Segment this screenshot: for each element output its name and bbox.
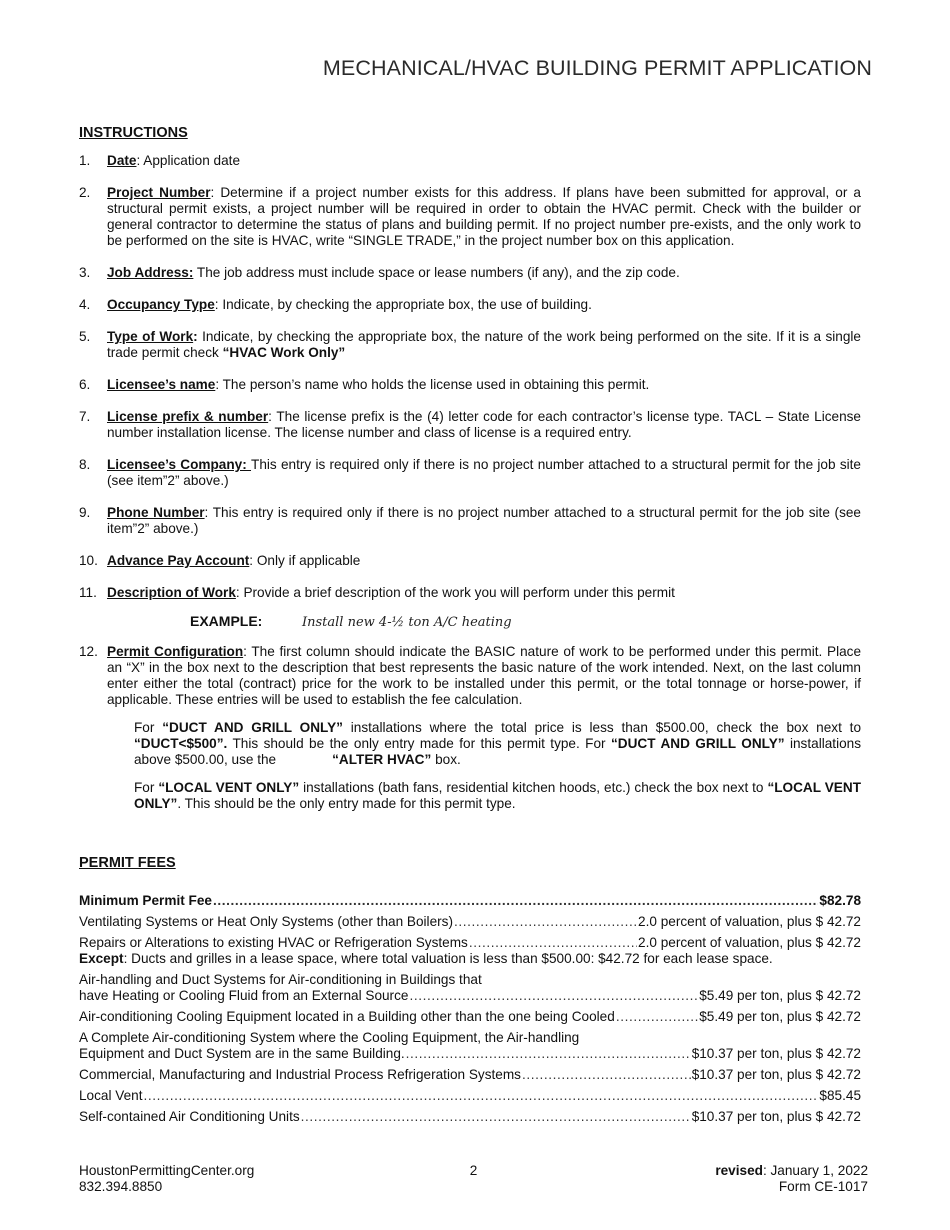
fee-row-air-handling: Air-handling and Duct Systems for Air-conditioning in Buildings that have Heating or Cooling Fluid from an External Source ..... $5.49 per ton, plus $ 42.72 — [79, 972, 861, 1004]
instruction-item-description-of-work: 11. Description of Work: Provide a brief description of the work you will perform under this permit — [79, 585, 675, 600]
example-handwriting: Install new 4-½ ton A/C heating — [302, 615, 512, 630]
instruction-item-phone-number: 9. Phone Number: This entry is required only if there is no project number attached to a structural permit for the job site (see item”2” above.) — [79, 505, 861, 536]
fee-row-cooling-equipment: Air-conditioning Cooling Equipment located in a Building other than the one being Cooled ..... $5.49 per ton, plus $ 42.72 — [79, 1009, 861, 1025]
fee-row-refrigeration: Commercial, Manufacturing and Industrial Process Refrigeration Systems ..... $10.37 per ton, plus $ 42.72 — [79, 1067, 861, 1083]
fee-row-ventilating: Ventilating Systems or Heat Only Systems (other than Boilers) ..... 2.0 percent of valuation, plus $ 42.72 — [79, 914, 861, 930]
fee-row-local-vent: Local Vent ..... $85.45 — [79, 1088, 861, 1104]
fee-row-repairs: Repairs or Alterations to existing HVAC or Refrigeration Systems ..... 2.0 percent of valuation, plus $ 42.72 Except: Ducts and grilles in a lease space, where total valuation is less than $500.00: $42.72 for each lease space. — [79, 935, 861, 967]
instruction-item-job-address: 3. Job Address: The job address must include space or lease numbers (if any), and the zip code. — [79, 265, 680, 280]
page-number: 2 — [469, 1163, 478, 1178]
instruction-item-project-number: 2. Project Number: Determine if a project number exists for this address. If plans have been submitted for approval, or a structural permit exists, a project number will be required in order to obtain the HVAC permit. Check with the builder or general contractor to determine the status of plans and building permit. If no project number pre-exists, and the only work to be performed on the site is HVAC, write “SINGLE TRADE,” in the project number box on this application. — [79, 185, 861, 248]
instructions-list — [79, 153, 861, 824]
instruction-item-type-of-work: 5. Type of Work: Indicate, by checking the appropriate box, the nature of the work being performed on the site. If it is a single trade permit check “HVAC Work Only” — [79, 329, 861, 360]
fee-row-minimum: Minimum Permit Fee ..... $82.78 — [79, 893, 861, 909]
page-title: MECHANICAL/HVAC BUILDING PERMIT APPLICATION — [322, 56, 872, 80]
footer-website: HoustonPermittingCenter.org — [79, 1163, 255, 1178]
example-label: EXAMPLE: — [190, 613, 263, 629]
instruction-item-licensee-company: 8. Licensee’s Company: This entry is required only if there is no project number attached to a structural permit for the job site (see item”2” above.) — [79, 457, 861, 488]
form-id: Form CE-1017 — [778, 1179, 868, 1194]
permit-fees-list — [79, 893, 861, 1130]
instruction-item-advance-pay: 10. Advance Pay Account: Only if applicable — [79, 553, 361, 568]
fee-row-self-contained: Self-contained Air Conditioning Units ..... $10.37 per ton, plus $ 42.72 — [79, 1109, 861, 1125]
permit-fees-heading: PERMIT FEES — [79, 855, 176, 871]
instruction-item-permit-configuration: 12. Permit Configuration: The first column should indicate the BASIC nature of work to be performed under this permit. Place an “X” in the box next to the description that best represents the basic nature of the work intended. Next, on the last column enter either the total (contract) price for the work to be installed under this permit, or the total tonnage or horse-power, if applicable. These entries will be used to establish the fee calculation. — [79, 644, 862, 707]
footer-phone: 832.394.8850 — [79, 1179, 163, 1194]
instructions-heading: INSTRUCTIONS — [79, 125, 188, 141]
instruction-item-date: 1. Date: Application date — [79, 153, 241, 168]
instruction-item-license-prefix: 7. License prefix & number: The license prefix is the (4) letter code for each contractor’s license type. TACL – State License number installation license. The license number and class of license is a required entry. — [79, 409, 861, 440]
fee-row-complete-system: A Complete Air-conditioning System where the Cooling Equipment, the Air-handling Equipment and Duct System are in the same Building. ..... $10.37 per ton, plus $ 42.72 — [79, 1030, 861, 1062]
duct-grill-note: For “DUCT AND GRILL ONLY” installations where the total price is less than $500.00, check the box next to “DUCT<$500”. This should be the only entry made for this permit type. For “DUCT AND GRILL ONLY” installations above $500.00, use the “ALTER HVAC” box. — [134, 720, 862, 767]
instruction-item-licensee-name: 6. Licensee’s name: The person’s name who holds the license used in obtaining this permit. — [79, 377, 650, 392]
local-vent-note: For “LOCAL VENT ONLY” installations (bath fans, residential kitchen hoods, etc.) check the box next to “LOCAL VENT ONLY”. This should be the only entry made for this permit type. — [134, 780, 861, 811]
instruction-item-occupancy-type: 4. Occupancy Type: Indicate, by checking the appropriate box, the use of building. — [79, 297, 592, 312]
example-line — [190, 613, 861, 630]
revised-date: revised: January 1, 2022 — [715, 1163, 868, 1178]
